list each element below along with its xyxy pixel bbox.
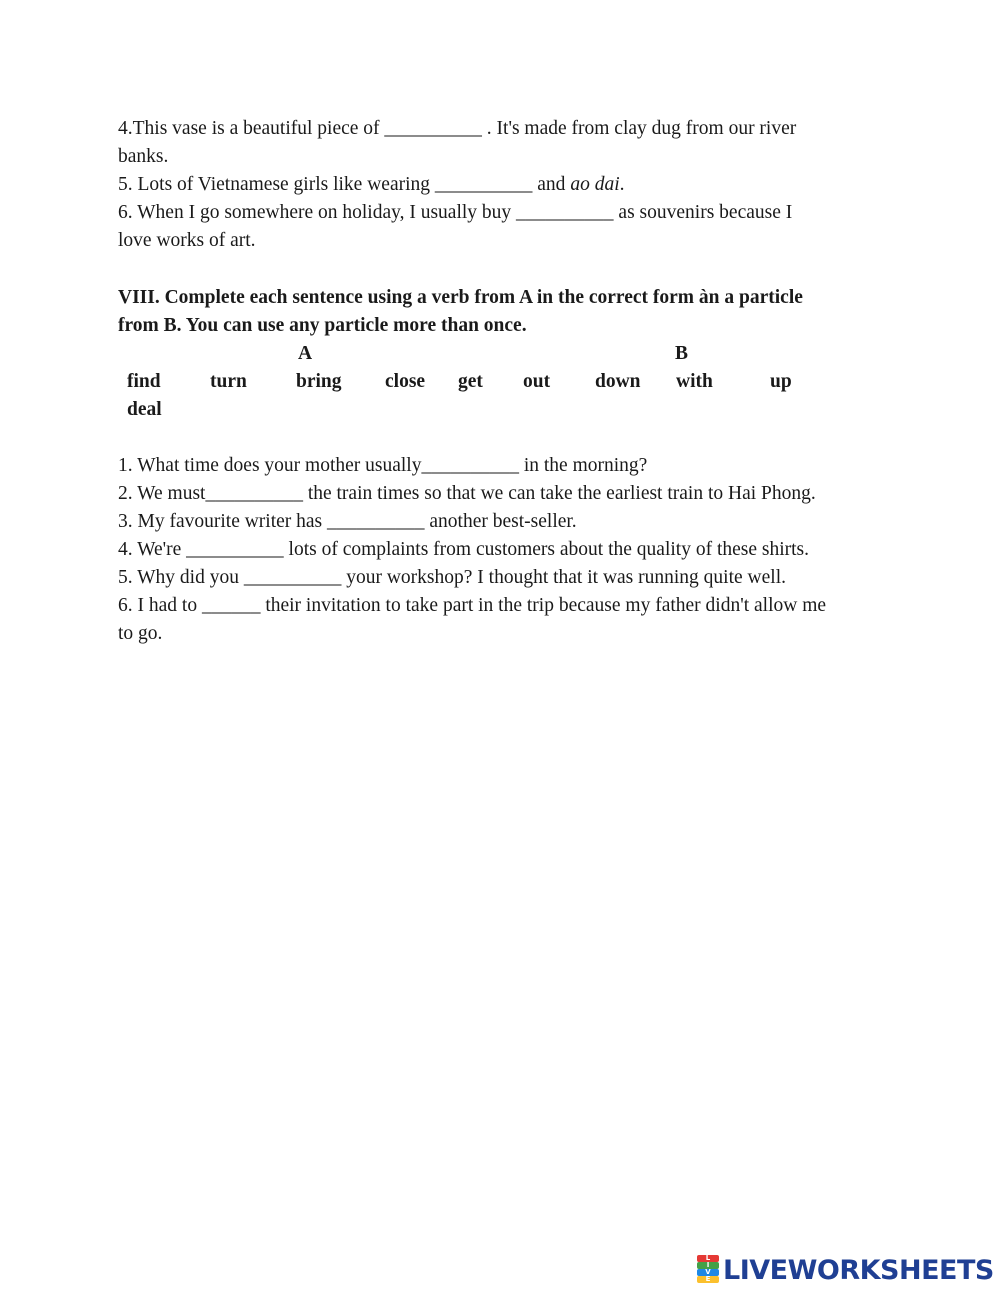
logo-mark-icon (697, 1255, 719, 1285)
logo-mark-letter: I (697, 1262, 719, 1269)
word-bank-item: down (595, 371, 641, 392)
logo-text: LIVEWORKSHEETS (723, 1254, 994, 1286)
word-bank-item: turn (210, 371, 247, 392)
viii-question-1: 1. What time does your mother usually__________ in the morning? (118, 455, 648, 476)
column-label-b: B (675, 343, 689, 364)
liveworksheets-logo (697, 1253, 994, 1287)
logo-mark-letter: V (697, 1269, 719, 1276)
viii-question-6-line1: 6. I had to ______ their invitation to take part in the trip because my father didn't allow me (118, 595, 827, 616)
viii-question-2: 2. We must__________ the train times so that we can take the earliest train to Hai Phong. (118, 483, 816, 504)
question-5-text: 5. Lots of Vietnamese girls like wearing __________ and (118, 174, 571, 195)
word-bank-item: bring (296, 371, 342, 392)
question-6-line2: love works of art. (118, 230, 256, 251)
viii-question-4: 4. We're __________ lots of complaints from customers about the quality of these shirts. (118, 539, 810, 560)
section-viii-heading-line2: from B. You can use any particle more than once. (118, 315, 527, 336)
question-5-italic: ao dai (570, 174, 620, 195)
viii-question-3: 3. My favourite writer has __________ another best-seller. (118, 511, 577, 532)
column-label-a: A (298, 343, 313, 364)
section-viii-heading-line1: VIII. Complete each sentence using a verb from A in the correct form àn a particle (118, 287, 803, 308)
word-bank-item: up (770, 371, 792, 392)
viii-question-6-line2: to go. (118, 623, 163, 644)
word-bank-item: close (385, 371, 426, 392)
word-bank-item: out (523, 371, 551, 392)
viii-question-5: 5. Why did you __________ your workshop? I thought that it was running quite well. (118, 567, 786, 588)
word-bank-item: get (458, 371, 483, 392)
question-4-line2: banks. (118, 146, 169, 167)
question-5 (118, 171, 624, 199)
word-bank-item: deal (127, 399, 162, 420)
question-6-line1: 6. When I go somewhere on holiday, I usually buy __________ as souvenirs because I (118, 202, 793, 223)
logo-mark-letter: L (697, 1255, 719, 1262)
question-4-line1: 4.This vase is a beautiful piece of __________ . It's made from clay dug from our river (118, 118, 797, 139)
word-bank-item: find (127, 371, 161, 392)
question-5-end: . (619, 174, 625, 195)
word-bank-item: with (676, 371, 713, 392)
logo-mark-letter: E (697, 1276, 719, 1283)
